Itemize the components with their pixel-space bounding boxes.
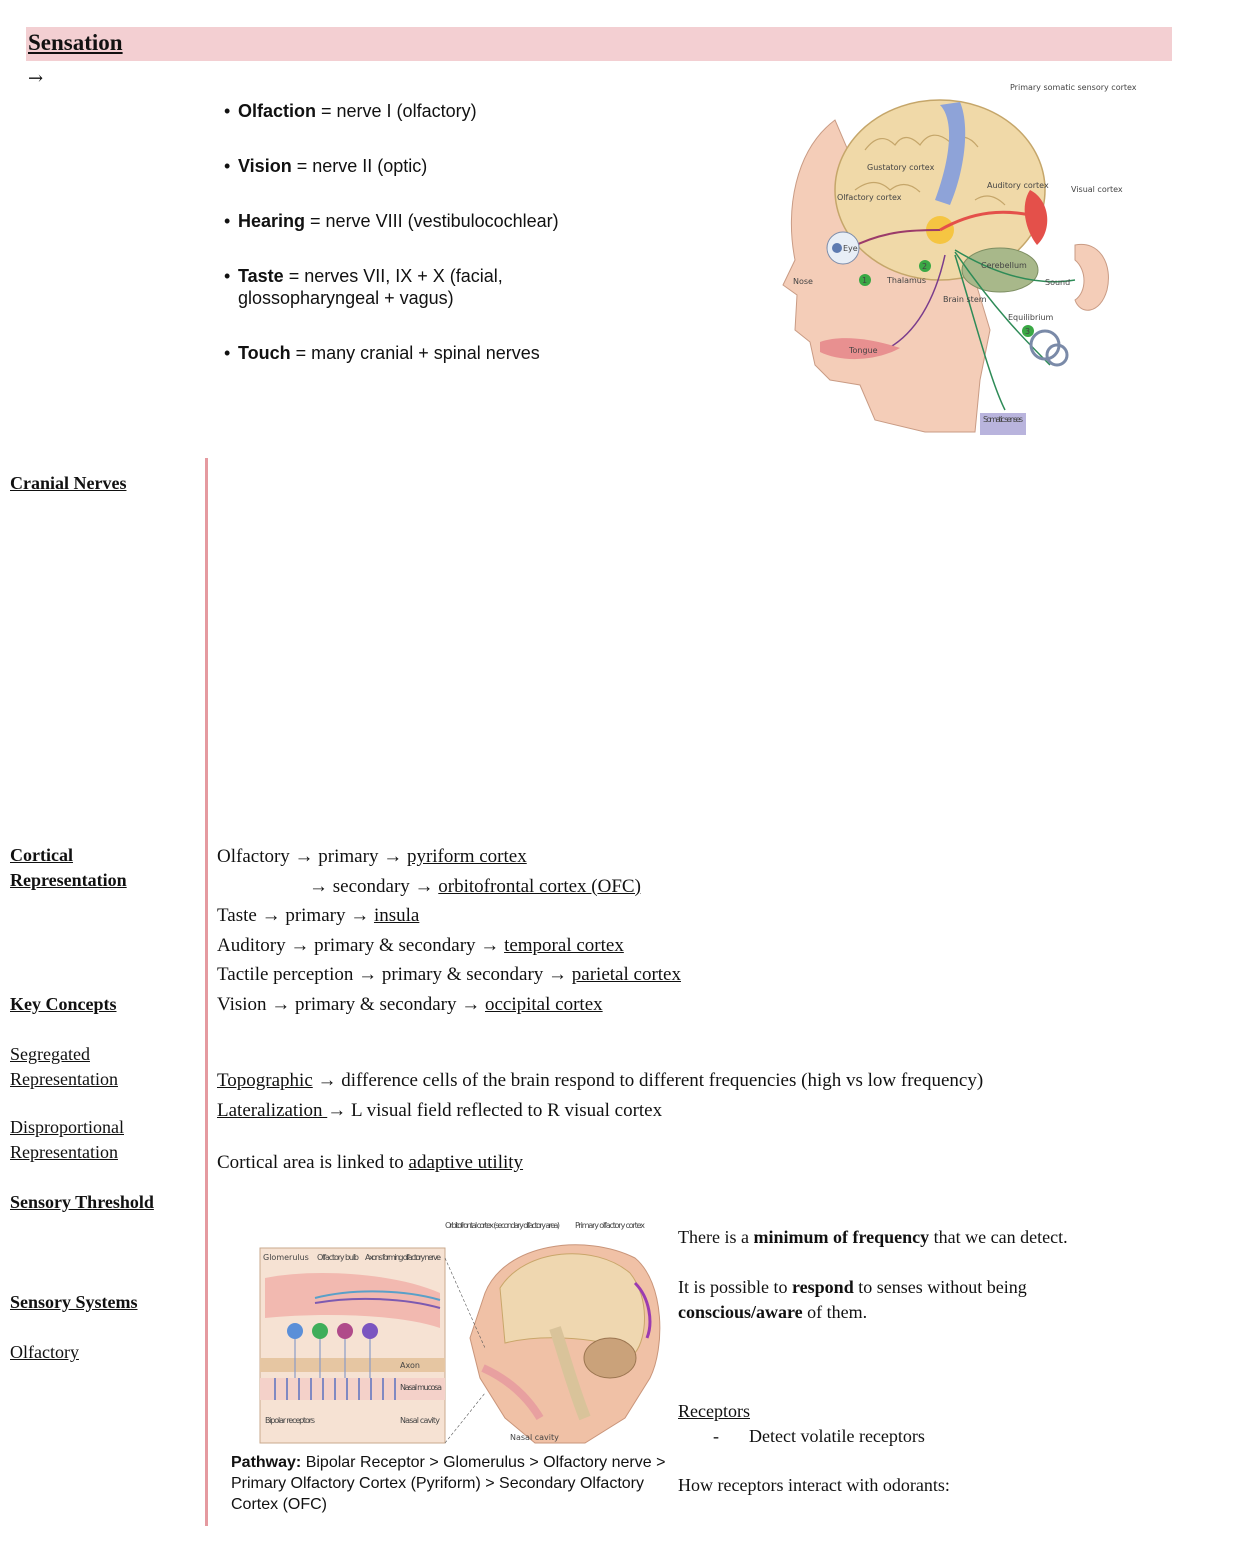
receptor-interact: How receptors interact with odorants: bbox=[678, 1475, 950, 1495]
cortical-list bbox=[217, 842, 681, 1019]
glomerulus-4 bbox=[362, 1323, 378, 1339]
receptors-heading: Receptors bbox=[678, 1401, 750, 1421]
title-arrow: → bbox=[28, 68, 44, 89]
disproportional-line1: Disproportional bbox=[10, 1117, 124, 1137]
nerve-item-touch bbox=[224, 342, 584, 364]
section-key-concepts: Key Concepts bbox=[10, 994, 117, 1014]
label-nasal-cavity: Nasal cavity bbox=[510, 1433, 559, 1442]
label-axons: Axons forming olfactory nerve bbox=[365, 1253, 441, 1262]
nerve-desc: = many cranial + spinal nerves bbox=[290, 343, 540, 363]
threshold-paragraph-1 bbox=[678, 1225, 1168, 1250]
nerve-desc: = nerve VIII (vestibulocochlear) bbox=[305, 211, 559, 231]
term-minimum-frequency: minimum of frequency bbox=[753, 1227, 930, 1247]
cortical-line2: Representation bbox=[10, 870, 127, 890]
term-adaptive-utility: adaptive utility bbox=[408, 1152, 524, 1173]
olfactory-pathway-figure bbox=[255, 1218, 665, 1448]
label-glomerulus: Glomerulus bbox=[263, 1253, 309, 1262]
nerve-name: Taste bbox=[238, 266, 284, 286]
glomerulus-1 bbox=[287, 1323, 303, 1339]
label-primary-somatic: Primary somatic sensory cortex bbox=[1010, 83, 1137, 92]
segregated-line2: Representation bbox=[10, 1069, 118, 1089]
nerve-item-hearing bbox=[224, 210, 584, 232]
term-temporal: temporal cortex bbox=[504, 934, 624, 956]
text: It is possible to bbox=[678, 1277, 793, 1297]
label-bipolar: Bipolar receptors bbox=[265, 1416, 315, 1425]
num-3: 3 bbox=[1025, 327, 1031, 336]
glomerulus-2 bbox=[312, 1323, 328, 1339]
label-nasal-cavity-inset: Nasal cavity bbox=[400, 1416, 440, 1425]
text: Tactile perception → primary & secondary → bbox=[217, 964, 572, 985]
title-highlight-bar bbox=[26, 27, 1172, 61]
term-occipital: occipital cortex bbox=[484, 993, 603, 1015]
term-insula: insula bbox=[373, 905, 420, 926]
label-tongue: Tongue bbox=[849, 346, 878, 355]
text: Auditory → primary & secondary → bbox=[217, 934, 505, 956]
text: to senses without being bbox=[853, 1277, 1027, 1297]
label-primary-olfactory: Primary olfactory cortex bbox=[575, 1221, 645, 1230]
nerve-desc: = nerve I (olfactory) bbox=[316, 101, 477, 121]
segregated-line1: Segregated bbox=[10, 1044, 90, 1064]
label-gustatory: Gustatory cortex bbox=[867, 163, 935, 172]
brain-senses-figure bbox=[775, 80, 1137, 440]
page-title: Sensation bbox=[28, 30, 123, 55]
cortical-auditory bbox=[217, 931, 681, 961]
label-disproportional-representation bbox=[10, 1115, 200, 1165]
disproportional-line2: Representation bbox=[10, 1142, 118, 1162]
label-eye: Eye bbox=[843, 244, 858, 253]
olfactory-figure-caption bbox=[231, 1452, 671, 1515]
term-parietal: parietal cortex bbox=[571, 964, 681, 985]
label-olfactory-bulb: Olfactory bulb bbox=[317, 1253, 359, 1262]
nerve-desc: = nerves VII, IX + X (facial, glossopharyngeal + vagus) bbox=[238, 266, 503, 308]
label-visual: Visual cortex bbox=[1071, 185, 1123, 194]
section-sensory-threshold: Sensory Threshold bbox=[10, 1192, 154, 1212]
brain-sagittal bbox=[500, 1254, 645, 1353]
nerve-desc: = nerve II (optic) bbox=[291, 156, 428, 176]
concept-disproportional bbox=[217, 1148, 523, 1178]
nerve-name: Vision bbox=[238, 156, 292, 176]
cortical-tactile bbox=[217, 960, 681, 990]
concept-lateralization bbox=[217, 1096, 662, 1126]
label-sound: Sound bbox=[1045, 278, 1071, 287]
text: Vision → primary & secondary → bbox=[217, 993, 485, 1015]
label-olfactory: Olfactory cortex bbox=[837, 193, 902, 202]
text: that we can detect. bbox=[929, 1227, 1068, 1247]
num-2: 2 bbox=[922, 262, 928, 271]
label-mucosa: Nasal mucosa bbox=[400, 1383, 442, 1392]
text: of them. bbox=[802, 1302, 868, 1322]
label-segregated-representation bbox=[10, 1042, 200, 1092]
text: → difference cells of the brain respond to different frequencies (high vs low frequency) bbox=[312, 1070, 984, 1091]
text: Taste → primary → bbox=[217, 905, 374, 926]
threshold-paragraph-2 bbox=[678, 1275, 1118, 1325]
text: Cortical area is linked to bbox=[217, 1152, 409, 1173]
glomerulus-3 bbox=[337, 1323, 353, 1339]
term-respond: respond bbox=[792, 1277, 854, 1297]
receptor-dash: - bbox=[713, 1426, 719, 1446]
caption-label: Pathway: bbox=[231, 1454, 302, 1471]
ear bbox=[1075, 244, 1108, 310]
text: → secondary → bbox=[309, 875, 439, 897]
term-conscious: conscious/aware bbox=[678, 1302, 803, 1322]
label-ofc: Orbitofrontal cortex (secondary olfactory area) bbox=[445, 1221, 560, 1230]
section-sensory-systems: Sensory Systems bbox=[10, 1292, 138, 1312]
label-nose: Nose bbox=[793, 277, 813, 286]
label-axon: Axon bbox=[400, 1361, 420, 1370]
section-cranial-nerves: Cranial Nerves bbox=[10, 473, 127, 493]
nerve-name: Touch bbox=[238, 343, 291, 363]
caption-text: Bipolar Receptor > Glomerulus > Olfactory nerve > Primary Olfactory Cortex (Pyriform) > Secondary Olfactory Cortex (OFC) bbox=[231, 1454, 666, 1513]
section-cortical-representation bbox=[10, 843, 200, 893]
term-topographic: Topographic bbox=[217, 1070, 313, 1091]
nerve-item-vision bbox=[224, 155, 584, 177]
cortical-line1: Cortical bbox=[10, 845, 73, 865]
label-somatic: Somatic senses bbox=[983, 415, 1023, 424]
label-thalamus: Thalamus bbox=[887, 276, 927, 285]
receptor-detect: Detect volatile receptors bbox=[749, 1426, 925, 1446]
text: Olfactory → primary → bbox=[217, 846, 407, 867]
cortical-taste bbox=[217, 901, 681, 931]
concept-topographic bbox=[217, 1066, 1187, 1096]
cortical-olfactory-secondary bbox=[217, 872, 681, 902]
term-ofc: orbitofrontal cortex (OFC) bbox=[438, 875, 641, 897]
nerve-item-olfaction bbox=[224, 100, 584, 122]
nerve-item-taste bbox=[224, 265, 584, 309]
label-equilibrium: Equilibrium bbox=[1008, 313, 1054, 322]
label-brain-stem: Brain stem bbox=[943, 295, 987, 304]
nerve-name: Hearing bbox=[238, 211, 306, 231]
label-olfactory: Olfactory bbox=[10, 1342, 79, 1362]
term-lateralization: Lateralization bbox=[217, 1100, 328, 1121]
column-divider bbox=[205, 458, 208, 1526]
label-cerebellum: Cerebellum bbox=[981, 261, 1027, 270]
term-pyriform: pyriform cortex bbox=[406, 846, 527, 867]
text: → L visual field reflected to R visual cortex bbox=[327, 1100, 663, 1121]
num-1: 1 bbox=[862, 276, 868, 285]
cortical-vision bbox=[217, 990, 681, 1020]
text: There is a bbox=[678, 1227, 754, 1247]
nerve-name: Olfaction bbox=[238, 101, 317, 121]
cortical-olfactory-primary bbox=[217, 842, 681, 872]
nerve-list bbox=[224, 100, 584, 397]
cerebellum-sagittal bbox=[584, 1338, 636, 1378]
label-auditory: Auditory cortex bbox=[987, 181, 1049, 190]
cerebellum bbox=[962, 248, 1038, 292]
